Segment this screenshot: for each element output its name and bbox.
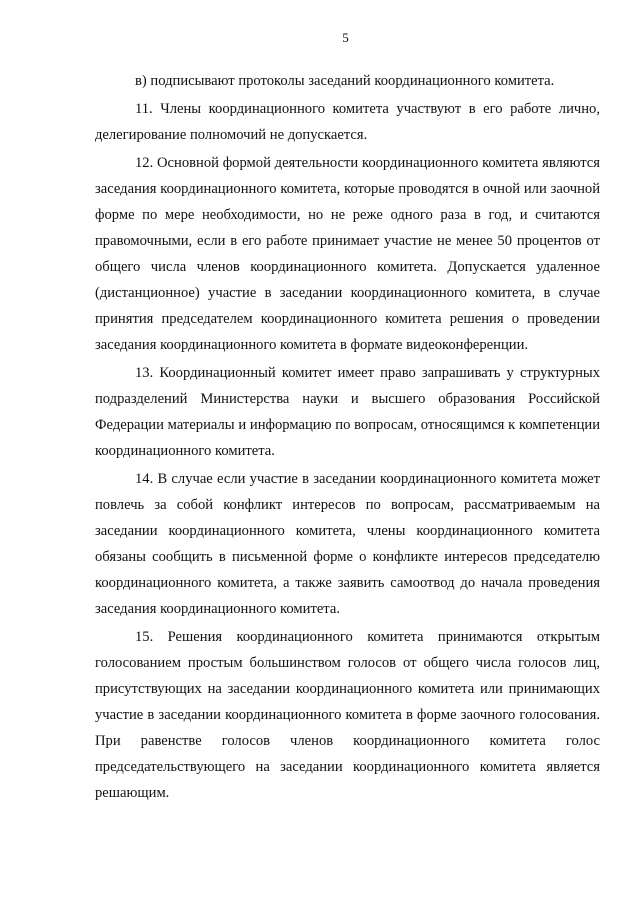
paragraph-v: в) подписывают протоколы заседаний координационного комитета. xyxy=(135,73,555,89)
page-number: 5 xyxy=(342,30,349,45)
paragraph-11: 11. Члены координационного комитета участвуют в его работе лично, делегирование полномочий не допускается. xyxy=(95,101,600,143)
paragraph-12: 12. Основной формой деятельности координационного комитета являются заседания координационного комитета, которые проводятся в очной или заочной форме по мере необходимости, но не реже одного раза в год, и считаются правомочными, если в его работе принимает участие не менее 50 процентов от общего числа членов координационного комитета. Допускается удаленное (дистанционное) участие в заседании координационного комитета, в случае принятия председателем координационного комитета решения о проведении заседания координационного комитета в формате видеоконференции. xyxy=(95,155,600,353)
paragraph-14: 14. В случае если участие в заседании координационного комитета может повлечь за собой конфликт интересов по вопросам, рассматриваемым на заседании координационного комитета, члены координационного комитета обязаны сообщить в письменной форме о конфликте интересов председателю координационного комитета, а также заявить самоотвод до начала проведения заседания координационного комитета. xyxy=(95,471,600,617)
paragraph-15: 15. Решения координационного комитета принимаются открытым голосованием простым большинством голосов от общего числа голосов лиц, присутствующих на заседании координационного комитета или принимающих участие в заседании координационного комитета в форме заочного голосования. При равенстве голосов членов координационного комитета голос председательствующего на заседании координационного комитета является решающим. xyxy=(95,629,600,801)
paragraph-13: 13. Координационный комитет имеет право запрашивать у структурных подразделений Министерства науки и высшего образования Российской Федерации материалы и информацию по вопросам, относящимся к компетенции координационного комитета. xyxy=(95,365,600,459)
